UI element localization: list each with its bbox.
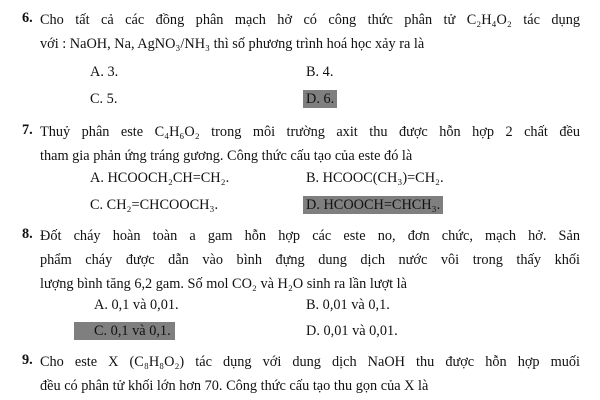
option-b[interactable]: B. 0,01 và 0,1. bbox=[306, 297, 390, 313]
option-b[interactable]: B. 4. bbox=[306, 64, 334, 80]
option-a[interactable]: A. 3. bbox=[90, 64, 119, 80]
question-number: 9. bbox=[22, 352, 33, 368]
option-c[interactable]: C. CH₂=CHCOOCH₃. bbox=[90, 197, 219, 213]
stem-line: Cho tất cả các đồng phân mạch hở có công thức phân tử C₂H₄O₂ tác dụng bbox=[40, 12, 580, 28]
option-c[interactable]: C. 5. bbox=[90, 91, 118, 107]
stem-line: phẩm cháy được dẫn vào bình đựng dung dịch nước vôi trong thấy khối bbox=[40, 252, 580, 268]
question-stem bbox=[40, 8, 580, 56]
option-d-highlighted[interactable]: D. 6. bbox=[303, 90, 337, 108]
option-c-highlighted[interactable]: C. 0,1 và 0,1. bbox=[74, 322, 175, 340]
question-number: 8. bbox=[22, 226, 33, 242]
option-b[interactable]: B. HCOOC(CH₃)=CH₂. bbox=[306, 170, 444, 186]
question-stem bbox=[40, 224, 580, 296]
option-a[interactable]: A. HCOOCH₂CH=CH₂. bbox=[90, 170, 230, 186]
stem-line: Đốt cháy hoàn toàn a gam hỗn hợp các este no, đơn chức, mạch hở. Sản bbox=[40, 228, 580, 244]
option-d-highlighted[interactable]: D. HCOOCH=CHCH₃. bbox=[303, 196, 443, 214]
question-stem bbox=[40, 350, 580, 398]
stem-line: Cho este X (C₈H₈O₂) tác dụng với dung dịch NaOH thu được hỗn hợp muối bbox=[40, 354, 580, 370]
stem-line: đều có phân tử khối lớn hơn 70. Công thức cấu tạo thu gọn của X là bbox=[40, 378, 429, 394]
question-number: 6. bbox=[22, 10, 33, 26]
stem-line: với : NaOH, Na, AgNO₃/NH₃ thì số phương trình hoá học xảy ra là bbox=[40, 36, 425, 52]
question-stem bbox=[40, 120, 580, 168]
option-a[interactable]: A. 0,1 và 0,01. bbox=[94, 297, 179, 313]
stem-line: tham gia phản ứng tráng gương. Công thức cấu tạo của este đó là bbox=[40, 148, 413, 164]
option-d[interactable]: D. 0,01 và 0,01. bbox=[306, 323, 398, 339]
question-number: 7. bbox=[22, 122, 33, 138]
stem-line: Thuỷ phân este C₄H₆O₂ trong môi trường axit thu được hỗn hợp 2 chất đều bbox=[40, 124, 580, 140]
stem-line: lượng bình tăng 6,2 gam. Số mol CO₂ và H₂O sinh ra lần lượt là bbox=[40, 276, 407, 292]
